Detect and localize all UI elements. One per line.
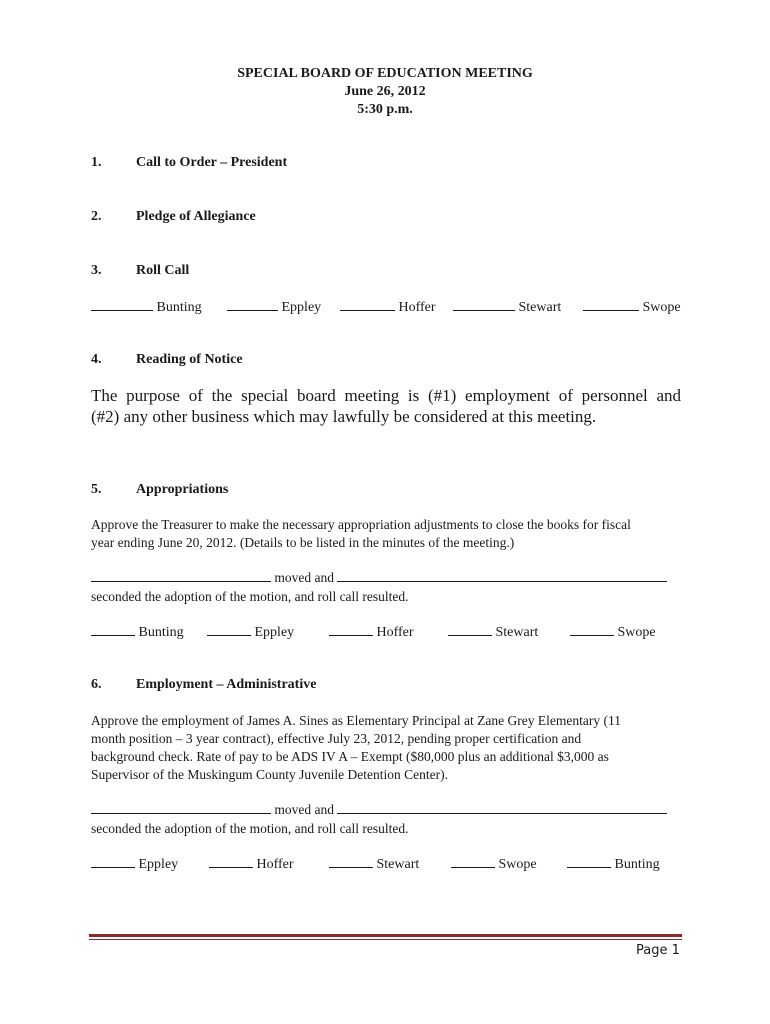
roll-entry (448, 623, 538, 641)
appropriations-text-line2: year ending June 20, 2012. (Details to be listed in the minutes of the meeting.) (91, 535, 515, 550)
roll-name: Eppley (281, 300, 322, 315)
seconder-blank[interactable] (337, 569, 667, 582)
vote-blank[interactable] (448, 623, 492, 636)
roll-entry (567, 855, 660, 873)
page-number: Page 1 (636, 943, 680, 958)
roll-entry (329, 855, 419, 873)
vote-blank[interactable] (583, 298, 639, 311)
roll-entry (91, 298, 202, 316)
section-5-number: 5. (91, 482, 102, 497)
seconded-text: seconded the adoption of the motion, and roll call resulted. (91, 821, 409, 836)
roll-name: Swope (498, 857, 537, 872)
section-4-title: Reading of Notice (136, 352, 243, 367)
vote-blank[interactable] (209, 855, 253, 868)
vote-blank[interactable] (453, 298, 515, 311)
section-3-title: Roll Call (136, 263, 190, 278)
roll-name: Hoffer (376, 625, 414, 640)
section-2-number: 2. (91, 209, 102, 224)
roll-name: Swope (617, 625, 656, 640)
employment-text-line3: background check. Rate of pay to be ADS IV A – Exempt ($80,000 plus an additional $3,000 as (91, 749, 609, 764)
employment-text-line1: Approve the employment of James A. Sines as Elementary Principal at Zane Grey Elementary (11 (91, 713, 621, 728)
appropriations-text-line1: Approve the Treasurer to make the necessary appropriation adjustments to close the books for fiscal (91, 517, 631, 532)
section-1-title: Call to Order – President (136, 155, 288, 170)
motion-line (91, 569, 667, 586)
roll-entry (570, 623, 656, 641)
roll-name: Bunting (614, 857, 660, 872)
vote-blank[interactable] (451, 855, 495, 868)
moved-label: moved and (274, 802, 334, 817)
roll-entry (91, 855, 178, 873)
roll-name: Stewart (495, 625, 539, 640)
vote-blank[interactable] (340, 298, 395, 311)
roll-entry (340, 298, 436, 316)
roll-entry (453, 298, 561, 316)
section-6-number: 6. (91, 677, 102, 692)
roll-name: Stewart (518, 300, 562, 315)
document-title: SPECIAL BOARD OF EDUCATION MEETING (237, 66, 533, 81)
section-1-number: 1. (91, 155, 102, 170)
vote-blank[interactable] (91, 298, 153, 311)
roll-name: Stewart (376, 857, 420, 872)
roll-name: Swope (642, 300, 681, 315)
section-4-number: 4. (91, 352, 102, 367)
roll-name: Hoffer (256, 857, 294, 872)
roll-name: Bunting (156, 300, 202, 315)
vote-blank[interactable] (91, 855, 135, 868)
vote-blank[interactable] (91, 623, 135, 636)
roll-name: Eppley (254, 625, 295, 640)
roll-entry (451, 855, 537, 873)
seconded-text: seconded the adoption of the motion, and roll call resulted. (91, 589, 409, 604)
footer-rule-thin (89, 939, 682, 940)
vote-blank[interactable] (329, 855, 373, 868)
roll-entry (227, 298, 321, 316)
notice-text-line2: (#2) any other business which may lawfully be considered at this meeting. (91, 407, 597, 426)
vote-blank[interactable] (329, 623, 373, 636)
mover-blank[interactable] (91, 569, 271, 582)
roll-entry (207, 623, 294, 641)
vote-blank[interactable] (227, 298, 278, 311)
employment-text-line4: Supervisor of the Muskingum County Juvenile Detention Center). (91, 767, 448, 782)
roll-name: Bunting (138, 625, 184, 640)
footer-rule (89, 934, 682, 937)
roll-entry (583, 298, 681, 316)
roll-entry (91, 623, 184, 641)
vote-blank[interactable] (567, 855, 611, 868)
section-6-title: Employment – Administrative (136, 677, 317, 692)
motion-line (91, 801, 667, 818)
section-5-title: Appropriations (136, 482, 229, 497)
roll-entry (209, 855, 294, 873)
mover-blank[interactable] (91, 801, 271, 814)
section-3-number: 3. (91, 263, 102, 278)
roll-name: Eppley (138, 857, 179, 872)
roll-name: Hoffer (398, 300, 436, 315)
moved-label: moved and (274, 570, 334, 585)
vote-blank[interactable] (207, 623, 251, 636)
meeting-time: 5:30 p.m. (357, 102, 413, 117)
section-2-title: Pledge of Allegiance (136, 209, 256, 224)
vote-blank[interactable] (570, 623, 614, 636)
roll-entry (329, 623, 414, 641)
notice-text-line1: The purpose of the special board meeting is (#1) employment of personnel and (91, 386, 681, 405)
meeting-date: June 26, 2012 (344, 84, 426, 99)
employment-text-line2: month position – 3 year contract), effective July 23, 2012, pending proper certification and (91, 731, 582, 746)
seconder-blank[interactable] (337, 801, 667, 814)
